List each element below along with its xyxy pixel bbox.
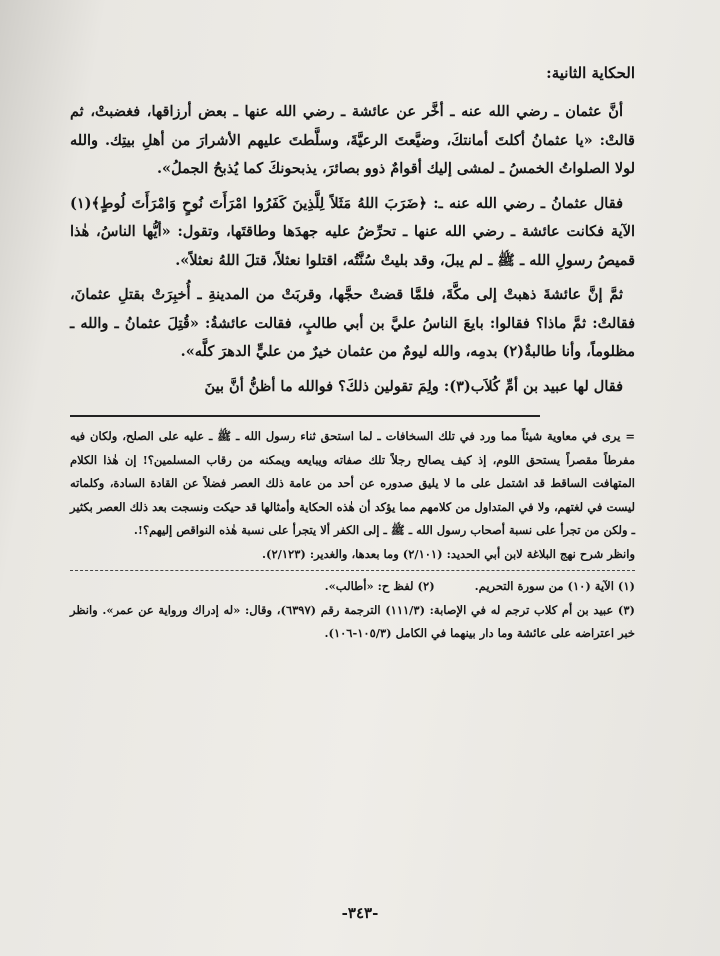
footnote-1-2: (١) الآية (١٠) من سورة التحريم. (٢) لفظ ح: «أطالب». xyxy=(324,579,635,593)
paragraph-1: أنَّ عثمان ـ رضي الله عنه ـ أخَّر عن عائشة ـ رضي الله عنها ـ بعض أرزاقها، فغضبتْ، ثم قالتْ: «يا عثمانُ أكلتَ أمانتكَ، وضيَّعتَ الرعيَّةَ، وسلَّطتَ عليهم الأشرارَ من أهلِ بيتِك. والله لولا الصلواتُ الخمسُ ـ لمشى إليك أقوامٌ ذوو بصائرَ، يذبحونكَ كما يُذبحُ الجملُ». xyxy=(70,103,635,177)
page-body xyxy=(70,62,635,646)
footnote-continuation: = يرى في معاوية شيئاً مما ورد في تلك السخافات ـ لما استحق ثناء رسول الله ـ ﷺ ـ عليه على الصلح، ولكان فيه مفرطاً مقصراً يستحق اللوم، إذ كيف يصالح رجلاً تلك صفاته ويبايعه ويمكنه من رقاب المسلمين؟! إن هٰذا الكلام المتهافت الساقط قد اشتمل على ما لا يليق صدوره عن أحد من عامة ذلك العصر فضلاً عن القادة السادة، وكلماته ليست في لغتهم، ولا في المتداول من كلامهم مما يؤكد أن هٰذه الحكاية وأمثالها قد حيكت ونسجت بعد ذلك العصر بكثير ـ ولكن من تجرأ على نسبة أصحاب رسول الله ـ ﷺ ـ إلى الكفر ألا يتجرأ على نسبة هٰذه النواقص إليهم؟!. xyxy=(70,429,635,537)
page-number: -٣٤٣- xyxy=(341,904,379,922)
footnote-separator xyxy=(70,570,635,571)
footnote-3: (٣) عبيد بن أم كلاب ترجم له في الإصابة: (١١١/٣) الترجمة رقم (٦٣٩٧)، وقال: «له إدراك ورواية عن عمر». وانظر خبر اعتراضه على عائشة وما دار بينهما في الكامل (١٠٥/٣-١٠٦). xyxy=(70,602,635,640)
section-heading: الحكاية الثانية: xyxy=(546,64,635,82)
footnote-divider xyxy=(70,415,540,417)
paragraph-3: ثمَّ إنَّ عائشةَ ذهبتْ إلى مكَّةَ، فلمَّا قضتْ حجَّها، وقربَتْ من المدينةِ ـ أُخبِرَتْ بقتلِ عثمانَ، فقالتْ: ثمَّ ماذا؟ فقالوا: بايعَ الناسُ عليَّ بن أبي طالبٍ، فقالت عائشةُ: «قُتِلَ عثمانُ ـ والله ـ مظلوماً، وأنا طالبةٌ(٢) بدمِه، والله ليومٌ من عثمان خيرٌ من عليٍّ الدهرَ كلَّه». xyxy=(70,286,635,360)
paragraph-4: فقال لها عبيد بن أمِّ كُلاَب(٣): ولِمَ تقولين ذلكَ؟ فوالله ما أظنُّ أنَّ بينَ xyxy=(204,377,623,395)
footnote-reference: وانظر شرح نهج البلاغة لابن أبي الحديد: (٢/١٠١) وما بعدها، والغدير: (٢/١٢٣). xyxy=(262,546,635,561)
paragraph-2: فقال عثمانُ ـ رضي الله عنه ـ: ﴿ضَرَبَ اللهُ مَثَلاً لِلَّذِينَ كَفَرُوا امْرَأَتَ نُوحٍ وَامْرَأَتَ لُوطٍ﴾(١) الآية فكانت عائشة ـ رضي الله عنها ـ تحرِّضُ عليه جهدَها وطاقتَها، وتقول: «أيُّها الناسُ، هٰذا قميصُ رسولِ الله ـ ﷺ ـ لم يبلَ، وقد بليتْ سُنَّتُه، اقتلوا نعثلاً، قتلَ اللهُ نعثلاً». xyxy=(70,194,635,269)
